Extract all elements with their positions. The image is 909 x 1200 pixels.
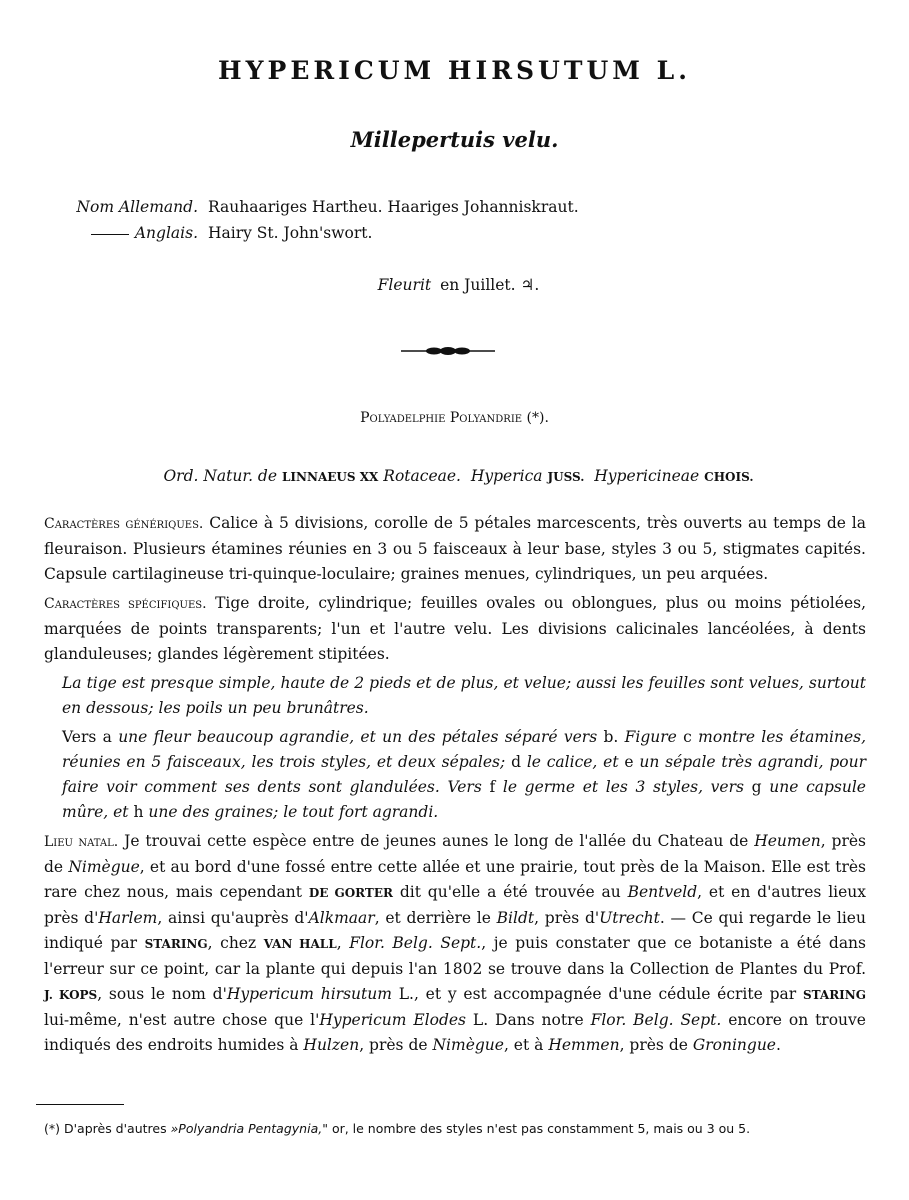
stem-description: La tige est presque simple, haute de 2 pieds et de plus, et velue; aussi les feuilles sont velues, surtout en dessous; les poils un peu brunâtres. <box>62 674 866 717</box>
fig-letter: g <box>751 778 762 796</box>
habitat-text: , ainsi qu'auprès d' <box>157 909 309 927</box>
habitat-text: , sous le nom d' <box>97 985 227 1003</box>
habitat-text: , <box>336 934 342 952</box>
author-name: DE GORTER <box>308 886 393 900</box>
common-name: Millepertuis velu. <box>350 127 559 152</box>
book-title: Flor. Belg. Sept. <box>590 1011 722 1029</box>
habitat-text: , et à <box>503 1036 544 1054</box>
species-name: Hypericum hirsutum <box>226 985 392 1003</box>
habitat-text: , près d' <box>534 909 600 927</box>
author-name: VAN HALL <box>263 937 337 951</box>
habitat-text: . <box>775 1036 781 1054</box>
habitat-text: , près de <box>359 1036 428 1054</box>
habitat-text: encore on trouve indiqués des endroits humides à <box>44 1011 866 1054</box>
habitat-text: . — Ce qui regarde le lieu indiqué par <box>44 909 866 952</box>
ord-hyperica: Hyperica <box>470 467 543 485</box>
generic-heading: Caractères génériques. <box>44 516 204 532</box>
specific-text: Tige droite, cylindrique; feuilles ovales ou oblongues, plus ou moins pétiolées, marquées de points transparents; l'un et l'autre velu. Les divisions calicinales lancéolées, à dents glanduleuses; glandes légèrement stipitées. <box>44 594 866 663</box>
habitat-text: , chez <box>207 934 257 952</box>
footnote-rule <box>36 1104 124 1105</box>
ord-linnaeus: LINNAEUS XX <box>281 470 379 484</box>
book-title: Flor. Belg. Sept. <box>349 934 482 952</box>
fig-text: Figure <box>624 728 677 746</box>
fig-text: le germe et les 3 styles, vers <box>502 778 744 796</box>
ord-prefix: Ord. Natur. de <box>163 467 278 485</box>
fig-letter: h <box>133 803 144 821</box>
author-name: STARING <box>144 937 208 951</box>
place-name: Hemmen <box>548 1036 620 1054</box>
habitat-text: lui-même, n'est autre chose que l' <box>44 1011 320 1029</box>
vernacular-names <box>58 194 579 246</box>
specific-characters <box>44 591 866 667</box>
class-name: Polyadelphie Polyandrie <box>360 410 523 426</box>
footnote <box>44 1121 750 1136</box>
ord-hypericineae: Hypericineae <box>594 467 700 485</box>
fig-word: Vers <box>62 728 97 746</box>
fig-letter: c <box>683 728 692 746</box>
fig-text: une des graines; le tout fort agrandi. <box>148 803 439 821</box>
habitat-text: , et au bord d'une fossé entre cette allée et une prairie, tout près de la Maison. Elle est très rare chez nous, mais cependant <box>44 858 866 901</box>
ord-chois: CHOIS. <box>704 470 754 484</box>
footnote-quote: »Polyandria Pentagynia," <box>170 1121 328 1136</box>
place-name: Heumen <box>754 832 821 850</box>
english-name-row <box>58 220 579 246</box>
habitat-text: L., et y est accompagnée d'une cédule écrite par <box>398 985 797 1003</box>
habitat-text: , près de <box>44 832 866 876</box>
generic-text: Calice à 5 divisions, corolle de 5 pétales marcescents, très ouverts au temps de la fleuraison. Plusieurs étamines réunies en 3 ou 5 faisceaux à leur base, styles 3 ou 5, stigmates capités. Capsule cartilagineuse tri-quinque-loculaire; graines menues, cylindriques, un peu arquées. <box>44 514 866 583</box>
specific-heading: Caractères spécifiques. <box>44 596 207 612</box>
german-value: Rauhaariges Hartheu. Haariges Johanniskraut. <box>208 198 579 216</box>
german-label: Nom Allemand. <box>76 198 198 216</box>
habitat-text: , et en d'autres lieux près d' <box>44 883 867 927</box>
flowering-label: Fleurit <box>377 276 432 294</box>
author-name: J. KOPS <box>44 988 98 1002</box>
habitat-text: Je trouvai cette espèce entre de jeunes aunes le long de l'allée du Chateau de <box>124 832 749 850</box>
natural-order <box>0 467 909 485</box>
footnote-text: (*) D'après d'autres <box>44 1121 167 1136</box>
ord-juss: JUSS. <box>547 470 585 484</box>
description-body <box>44 511 866 1062</box>
place-name: Harlem <box>98 909 158 927</box>
ornament-divider-icon <box>401 344 495 358</box>
english-label-cell <box>58 220 198 246</box>
habitat-heading: Lieu natal. <box>44 834 119 850</box>
place-name: Groningue <box>692 1036 776 1054</box>
habitat-text: dit qu'elle a été trouvée au <box>399 883 621 901</box>
habitat-text: L. Dans notre <box>472 1011 584 1029</box>
habitat-text: , et derrière le <box>374 909 491 927</box>
place-name: Nimègue <box>68 858 140 876</box>
fig-letter: a <box>102 728 112 746</box>
flowering-value: en Juillet. <box>440 276 516 294</box>
generic-characters <box>44 511 866 587</box>
habitat-text: , près de <box>619 1036 688 1054</box>
ord-rotaceae: Rotaceae. <box>383 467 461 485</box>
figure-legend <box>44 725 866 825</box>
class-note-ref: (*). <box>526 410 549 426</box>
flowering-line <box>0 276 909 294</box>
fig-letter: e <box>624 753 634 771</box>
species-name: Hypericum Elodes <box>319 1011 467 1029</box>
fig-letter: f <box>489 778 496 796</box>
place-name: Nimègue <box>432 1036 504 1054</box>
fig-text: montre les étamines, réunies en 5 faisceaux, les trois styles, et deux sépales; <box>62 728 867 771</box>
fig-text: un sépale très agrandi, pour faire voir comment ses dents sont glandulées. Vers <box>62 753 866 796</box>
fig-text: une fleur beaucoup agrandie, et un des pétales séparé vers <box>118 728 598 746</box>
ditto-dash <box>91 234 129 235</box>
fig-text: une capsule mûre, et <box>62 778 866 821</box>
place-name: Hulzen <box>303 1036 360 1054</box>
english-value: Hairy St. John'swort. <box>208 224 373 242</box>
place-name: Alkmaar <box>308 909 375 927</box>
fig-letter: b. <box>603 728 619 746</box>
german-name-row <box>58 194 579 220</box>
place-name: Utrecht <box>599 909 660 927</box>
author-name: STARING <box>802 988 866 1002</box>
linnaean-class <box>0 410 909 426</box>
fig-text: le calice, et <box>526 753 619 771</box>
fig-letter: d <box>511 753 521 771</box>
habitat-text: , je puis constater que ce botaniste a été dans l'erreur sur ce point, car la plante qui depuis l'an 1802 se trouve dans la Collection de Plantes du Prof. <box>44 934 866 978</box>
place-name: Bildt <box>496 909 535 927</box>
place-name: Bentveld <box>627 883 698 901</box>
english-label: Anglais. <box>134 224 198 242</box>
perennial-symbol: ♃. <box>520 276 540 294</box>
page-title: HYPERICUM HIRSUTUM L. <box>218 56 691 85</box>
habitat <box>44 829 866 1058</box>
footnote-text: or, le nombre des styles n'est pas constamment 5, mais ou 3 ou 5. <box>331 1121 751 1136</box>
